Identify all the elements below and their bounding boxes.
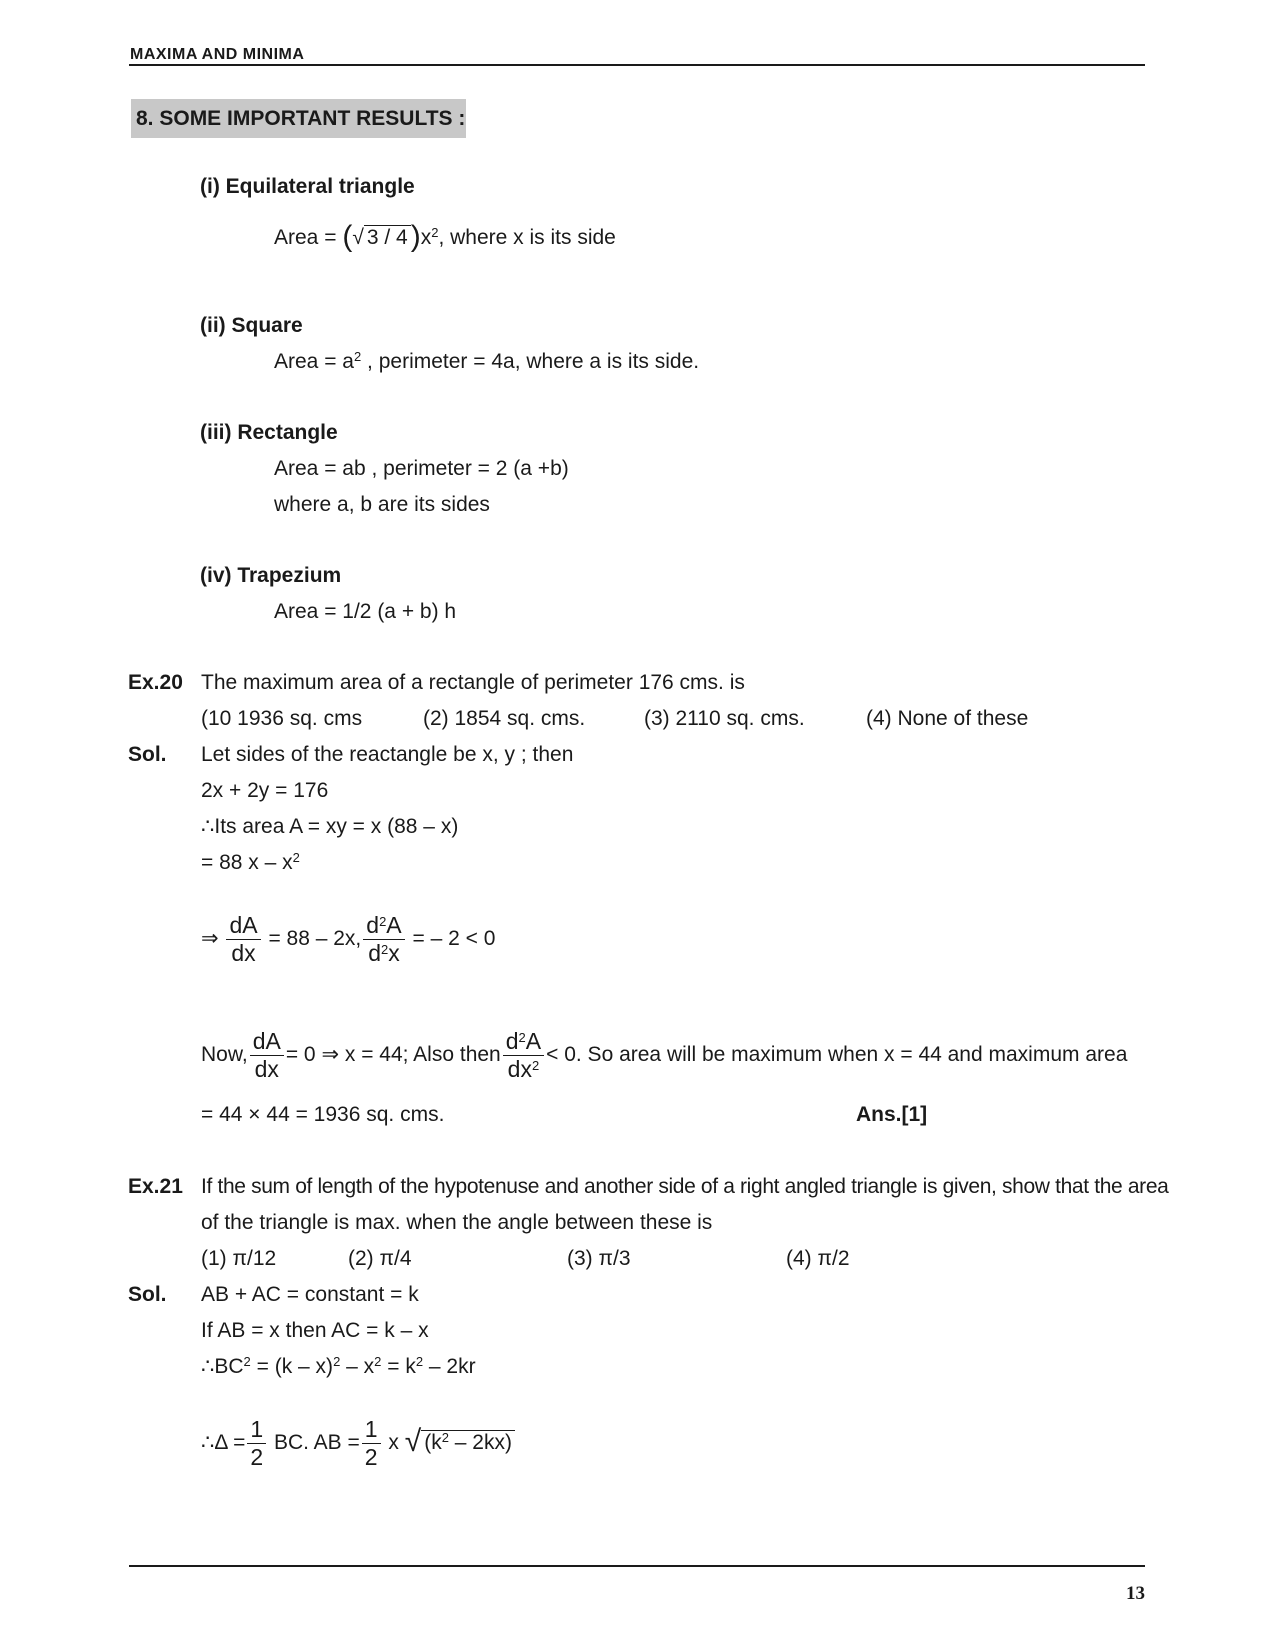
solution-line: If AB = x then AC = k – x	[201, 1319, 429, 1342]
option-1: (1) π/12	[201, 1247, 277, 1270]
solution-line: AB + AC = constant = k	[201, 1283, 419, 1306]
footer-rule	[129, 1565, 1145, 1567]
answer-label: Ans.[1]	[856, 1103, 928, 1126]
result-heading-rectangle: (iii) Rectangle	[200, 421, 338, 444]
option-2: (2) π/4	[348, 1247, 412, 1270]
option-3: (3) π/3	[567, 1247, 631, 1270]
sqrt-arg: 3 / 4	[364, 225, 411, 248]
fraction-half: $\frac{1}{2}$	[247, 1418, 266, 1469]
sqrt-expression: $(k^2 - 2kx)$	[421, 1430, 515, 1453]
option-2: (2) 1854 sq. cms.	[423, 707, 586, 730]
solution-line: = 88 x – $x^2$	[201, 850, 300, 874]
stationary-point-line: Now, $\frac{dA}{dx}$ = 0 ⇒ x = 44; Also then $\frac{d^2A}{dx^2}$ < 0. So area will be maximum when x = 44 and maximum area	[201, 1028, 1128, 1082]
option-1: (10 1936 sq. cms	[201, 707, 363, 730]
result-heading-square: (ii) Square	[200, 314, 303, 337]
fraction-half: $\frac{1}{2}$	[362, 1418, 381, 1469]
example-label-21: Ex.21	[128, 1175, 183, 1198]
example-label-20: Ex.20	[128, 671, 183, 694]
option-4: (4) π/2	[786, 1247, 850, 1270]
result-heading-equilateral: (i) Equilateral triangle	[200, 175, 415, 198]
option-4: (4) None of these	[866, 707, 1029, 730]
section-title: 8. SOME IMPORTANT RESULTS :	[131, 99, 466, 138]
fraction-dA-dx: $\frac{dA}{dx}$	[226, 914, 260, 965]
fraction-d2A-dx2: $\frac{d^2A}{dx^2}$	[503, 1030, 544, 1081]
solution-line: ∴Its area A = xy = x (88 – x)	[201, 815, 459, 838]
result-formula-square: Area = $a^2$ , perimeter = 4a, where a is its side.	[274, 349, 700, 373]
option-3: (3) 2110 sq. cms.	[644, 707, 805, 730]
result-formula-equilateral: Area = (√ 3 / 4 )$x^2$, where x is its side	[274, 220, 616, 253]
header-rule	[129, 64, 1145, 66]
example-question-20: The maximum area of a rectangle of perimeter 176 cms. is	[201, 671, 745, 694]
result-note-rectangle: where a, b are its sides	[274, 493, 490, 516]
area-label: Area =	[274, 226, 337, 249]
solution-label-21: Sol.	[128, 1283, 167, 1306]
example-question-21: If the sum of length of the hypotenuse and another side of a right angled triangle is given, show that the area	[201, 1175, 1169, 1198]
area-expression: ∴Δ = $\frac{1}{2}$ BC. AB = $\frac{1}{2}$ x √ $(k^2 - 2kx)$	[201, 1418, 515, 1469]
result-formula-trapezium: Area = 1/2 (a + b) h	[274, 600, 457, 623]
running-header: MAXIMA AND MINIMA	[130, 46, 305, 63]
fraction-dA-dx: $\frac{dA}{dx}$	[250, 1030, 284, 1081]
final-result: = 44 × 44 = 1936 sq. cms.	[201, 1103, 445, 1126]
page-number: 13	[1126, 1583, 1145, 1604]
fraction-d2A-d2x: $\frac{d^2A}{d^2x}$	[363, 914, 404, 965]
solution-line: $\therefore BC^2 = (k - x)^2 - x^2 = k^2 - 2kr$	[201, 1354, 476, 1378]
derivative-expression: ⇒ $\frac{dA}{dx}$ = 88 – 2x, $\frac{d^2A}{d^2x}$ = – 2 < 0	[201, 912, 496, 966]
result-formula-rectangle: Area = ab , perimeter = 2 (a +b)	[274, 457, 569, 480]
solution-label-20: Sol.	[128, 743, 167, 766]
result-heading-trapezium: (iv) Trapezium	[200, 564, 342, 587]
formula-tail: , where x is its side	[438, 226, 616, 249]
solution-line: Let sides of the reactangle be x, y ; then	[201, 743, 574, 766]
solution-line: 2x + 2y = 176	[201, 779, 329, 802]
example-question-21-cont: of the triangle is max. when the angle between these is	[201, 1211, 713, 1234]
